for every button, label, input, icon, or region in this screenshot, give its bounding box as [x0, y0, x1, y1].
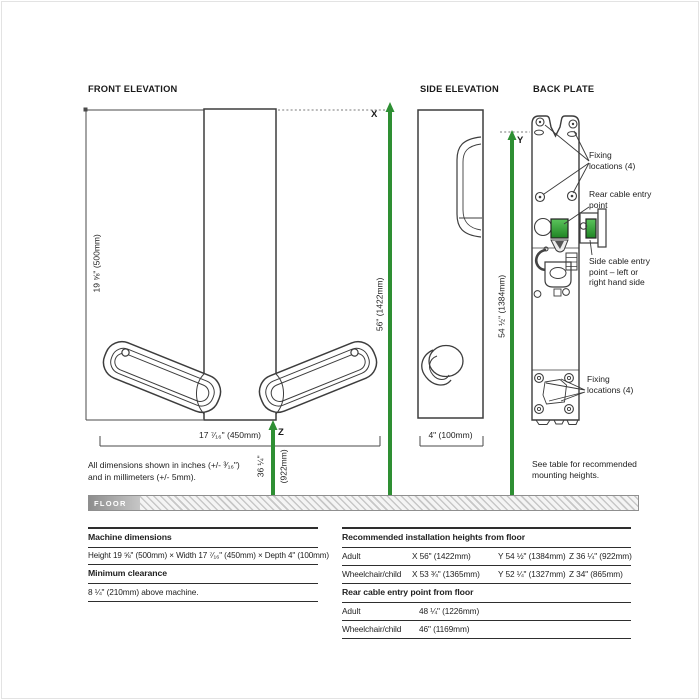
z-value: Z 36 ¼" (922mm) [569, 551, 632, 561]
minimum-clearance-header: Minimum clearance [88, 564, 318, 583]
machine-dimensions-header: Machine dimensions [88, 527, 318, 547]
rear-height-value: 48 ¼" (1226mm) [419, 606, 480, 616]
dimensions-note-line1: All dimensions shown in inches (+/- ³⁄₁₆") [88, 460, 240, 470]
dimensions-note-line2: and in millimeters (+/- 5mm). [88, 472, 196, 482]
z-value: Z 34" (865mm) [569, 569, 623, 579]
front-height-dimension-label: 19 ⅝" (500mm) [91, 234, 102, 293]
machine-dimensions-table [88, 527, 330, 602]
x-arrowhead [386, 102, 395, 112]
table-row-adult [342, 547, 631, 565]
machine-dimensions-row: Height 19 ⅝" (500mm) × Width 17 ⁷⁄₁₆" (450mm) × Depth 4" (100mm) [88, 547, 318, 564]
side-cable-entry-label: Side cable entry point – left or right hand side [589, 256, 650, 288]
y-height-label: 54 ½" (1384mm) [496, 274, 507, 338]
row-label: Adult [342, 551, 361, 561]
z-arrowhead [269, 420, 278, 430]
x-value: X 56" (1422mm) [412, 551, 471, 561]
rear-height-value: 46" (1169mm) [419, 624, 470, 634]
z-height-label-mm: (922mm) [278, 449, 289, 484]
x-value: X 53 ¾" (1365mm) [412, 569, 480, 579]
z-height-label-inches: 36 ¼" [255, 455, 266, 478]
side-elevation-title: SIDE ELEVATION [420, 84, 499, 94]
table-row-rear-adult [342, 602, 631, 620]
rear-cable-entry-highlight [551, 219, 568, 238]
installation-heights-header: Recommended installation heights from floor [342, 527, 631, 547]
rear-cable-entry-header: Rear cable entry point from floor [342, 583, 631, 602]
floor-label: FLOOR [89, 496, 140, 510]
side-depth-dimension-label: 4" (100mm) [428, 430, 473, 440]
fixing-locations-bottom-label: Fixing locations (4) [587, 374, 634, 395]
z-letter: Z [278, 427, 284, 438]
row-label: Wheelchair/child [342, 569, 402, 579]
front-elevation-title: FRONT ELEVATION [88, 84, 178, 94]
table-row-rear-wheelchair-child [342, 620, 631, 638]
x-letter: X [371, 109, 378, 120]
back-plate-title: BACK PLATE [533, 84, 595, 94]
y-value: Y 52 ¼" (1327mm) [498, 569, 566, 579]
y-letter: Y [517, 135, 524, 146]
floor-bar [88, 495, 639, 511]
y-value: Y 54 ½" (1384mm) [498, 551, 566, 561]
side-cable-entry-highlight [586, 219, 596, 238]
x-height-label: 56" (1422mm) [374, 277, 385, 332]
front-width-dimension-label: 17 ⁷⁄₁₆" (450mm) [199, 430, 261, 440]
front-machine-body [204, 109, 276, 420]
row-label: Wheelchair/child [342, 624, 402, 634]
see-table-note: See table for recommended mounting heights. [532, 459, 637, 480]
row-label: Adult [342, 606, 361, 616]
rear-cable-entry-label: Rear cable entry point [589, 189, 652, 210]
table-row-wheelchair-child [342, 565, 631, 583]
fixing-locations-top-label: Fixing locations (4) [589, 150, 636, 171]
installation-heights-table [342, 527, 631, 639]
minimum-clearance-row: 8 ¼" (210mm) above machine. [88, 583, 318, 601]
